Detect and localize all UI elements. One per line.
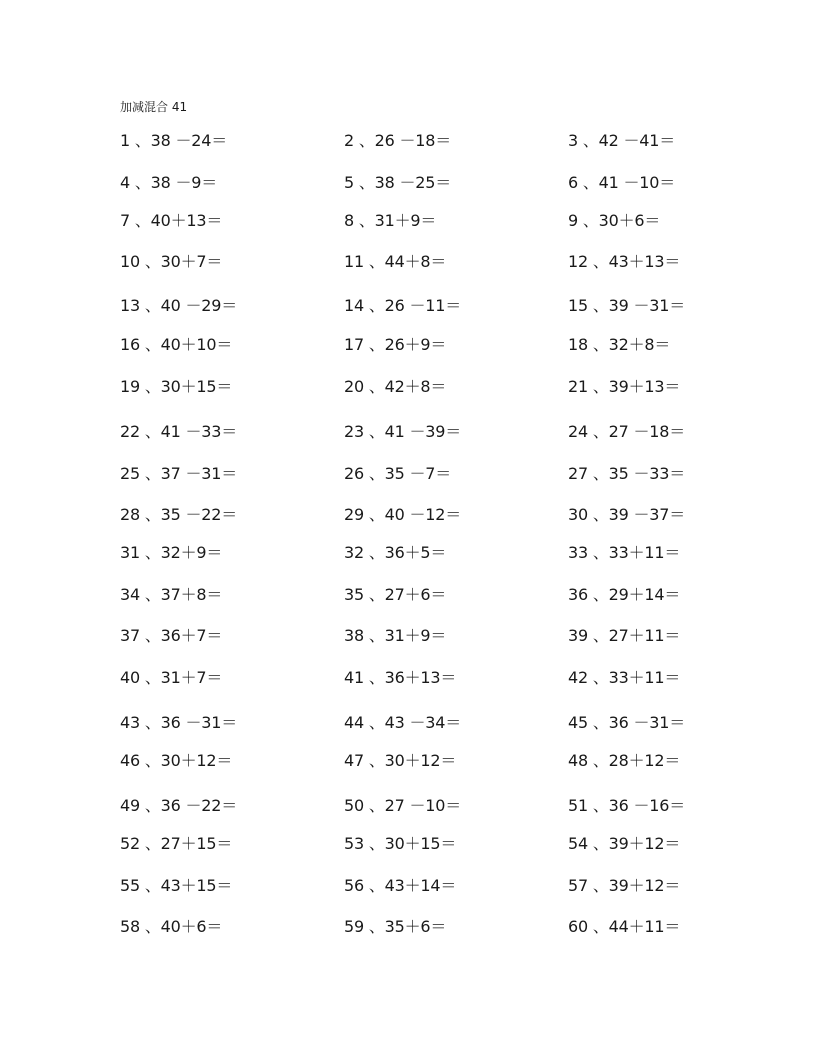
problem-item: 41 、36＋13＝ [344, 668, 457, 687]
problem-item: 36 、29＋14＝ [568, 585, 681, 604]
problem-item: 5 、38 －25＝ [344, 173, 452, 192]
problem-item: 14 、26 －11＝ [344, 296, 462, 315]
problem-item: 32 、36＋5＝ [344, 543, 447, 562]
problem-item: 35 、27＋6＝ [344, 585, 447, 604]
problem-item: 11 、44＋8＝ [344, 252, 447, 271]
problem-item: 38 、31＋9＝ [344, 626, 447, 645]
problem-item: 7 、40＋13＝ [120, 211, 223, 230]
problem-item: 6 、41 －10＝ [568, 173, 676, 192]
problem-item: 33 、33＋11＝ [568, 543, 681, 562]
problem-item: 53 、30＋15＝ [344, 834, 457, 853]
problem-item: 16 、40＋10＝ [120, 335, 233, 354]
problem-item: 42 、33＋11＝ [568, 668, 681, 687]
problem-item: 10 、30＋7＝ [120, 252, 223, 271]
problem-item: 39 、27＋11＝ [568, 626, 681, 645]
problem-item: 19 、30＋15＝ [120, 377, 233, 396]
problem-item: 15 、39 －31＝ [568, 296, 686, 315]
problem-item: 56 、43＋14＝ [344, 876, 457, 895]
problem-item: 46 、30＋12＝ [120, 751, 233, 770]
worksheet-title: 加减混合 41 [120, 100, 188, 114]
problem-item: 30 、39 －37＝ [568, 505, 686, 524]
problem-item: 23 、41 －39＝ [344, 422, 462, 441]
problem-item: 25 、37 －31＝ [120, 464, 238, 483]
problem-item: 9 、30＋6＝ [568, 211, 661, 230]
problem-item: 3 、42 －41＝ [568, 131, 676, 150]
problem-item: 22 、41 －33＝ [120, 422, 238, 441]
problem-item: 43 、36 －31＝ [120, 713, 238, 732]
problem-item: 24 、27 －18＝ [568, 422, 686, 441]
problem-item: 27 、35 －33＝ [568, 464, 686, 483]
problem-item: 2 、26 －18＝ [344, 131, 452, 150]
problem-item: 60 、44＋11＝ [568, 917, 681, 936]
problem-item: 26 、35 －7＝ [344, 464, 452, 483]
problem-item: 59 、35＋6＝ [344, 917, 447, 936]
problem-item: 40 、31＋7＝ [120, 668, 223, 687]
problem-item: 31 、32＋9＝ [120, 543, 223, 562]
problem-item: 48 、28＋12＝ [568, 751, 681, 770]
problem-item: 20 、42＋8＝ [344, 377, 447, 396]
problem-item: 21 、39＋13＝ [568, 377, 681, 396]
problem-item: 28 、35 －22＝ [120, 505, 238, 524]
problem-item: 47 、30＋12＝ [344, 751, 457, 770]
problem-item: 44 、43 －34＝ [344, 713, 462, 732]
problem-item: 54 、39＋12＝ [568, 834, 681, 853]
problem-item: 34 、37＋8＝ [120, 585, 223, 604]
problem-item: 1 、38 －24＝ [120, 131, 228, 150]
problem-item: 13 、40 －29＝ [120, 296, 238, 315]
problem-item: 17 、26＋9＝ [344, 335, 447, 354]
problem-item: 50 、27 －10＝ [344, 796, 462, 815]
problem-item: 12 、43＋13＝ [568, 252, 681, 271]
problem-item: 55 、43＋15＝ [120, 876, 233, 895]
problem-item: 29 、40 －12＝ [344, 505, 462, 524]
problem-item: 45 、36 －31＝ [568, 713, 686, 732]
problem-item: 57 、39＋12＝ [568, 876, 681, 895]
problem-item: 52 、27＋15＝ [120, 834, 233, 853]
problem-item: 37 、36＋7＝ [120, 626, 223, 645]
problem-item: 8 、31＋9＝ [344, 211, 437, 230]
problem-item: 51 、36 －16＝ [568, 796, 686, 815]
problem-item: 4 、38 －9＝ [120, 173, 218, 192]
problem-item: 49 、36 －22＝ [120, 796, 238, 815]
problem-item: 58 、40＋6＝ [120, 917, 223, 936]
problem-item: 18 、32＋8＝ [568, 335, 671, 354]
